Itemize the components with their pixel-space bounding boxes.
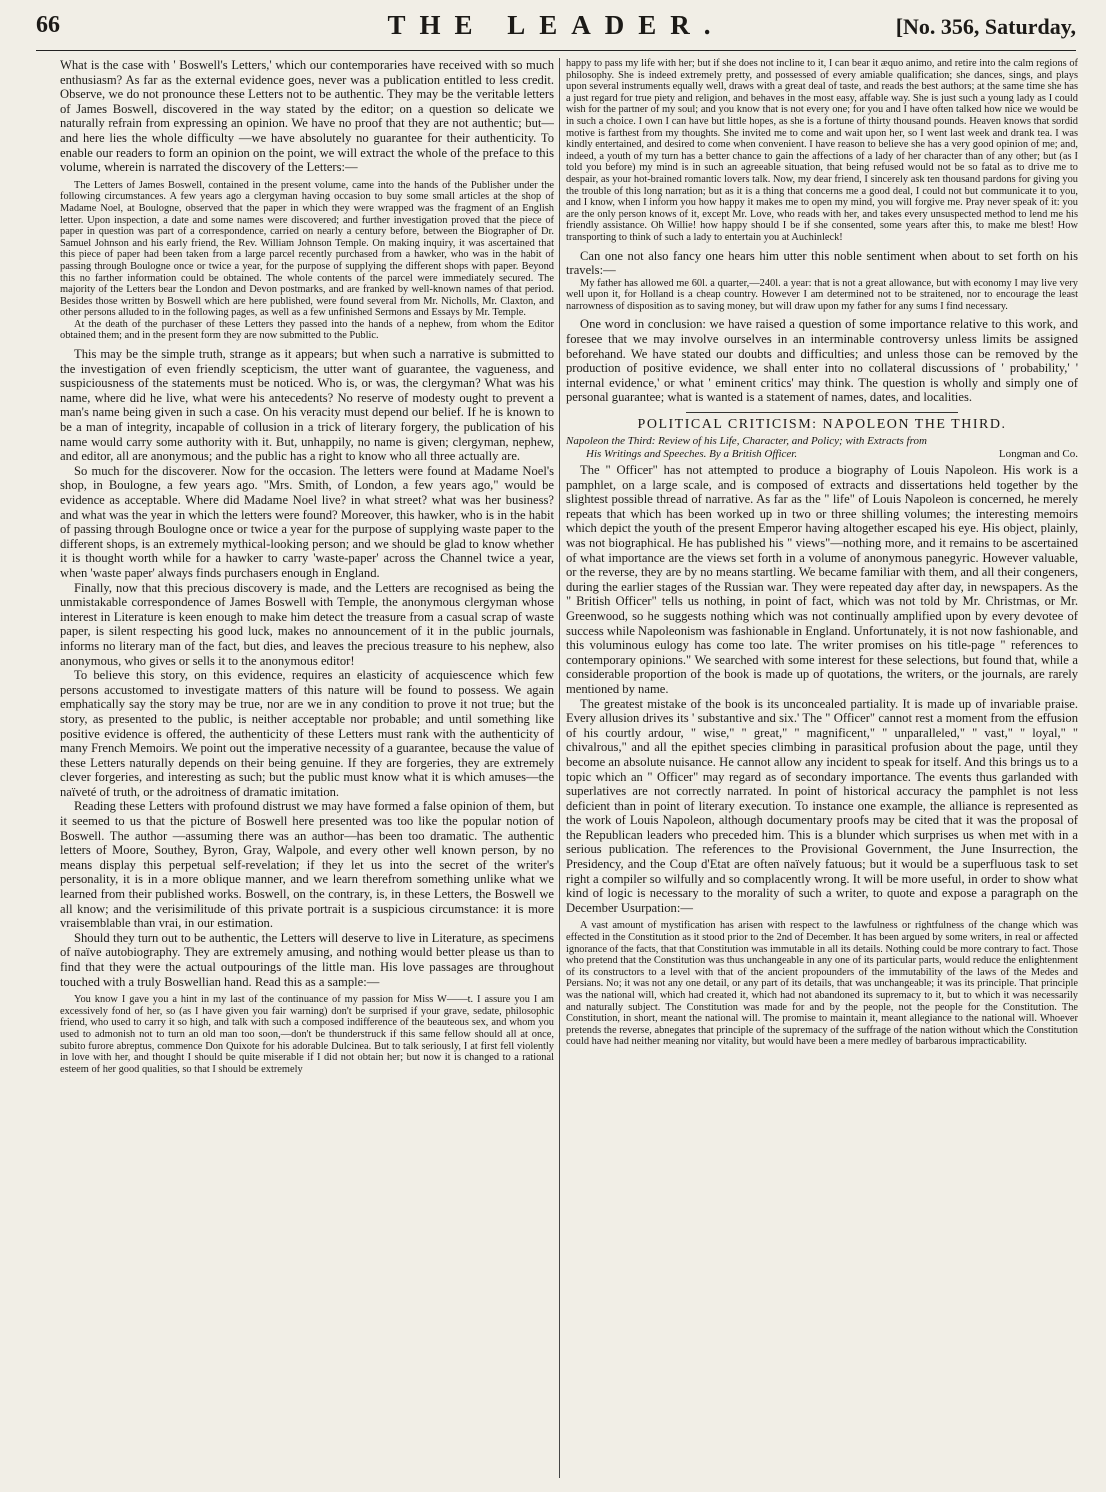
- paragraph: This may be the simple truth, strange as it appears; but when such a narrative is submitted to the investigation of even friendly scepticism, the utter want of guarantee, the vagueness, and suspiciousness of the statements must be noticed. Who is, or was, the clergyman? What was his name, where did he live, what were his antecedents? No reserve of modesty ought to prevent a man's name being given in such a case. On his veracity must depend our belief. If he is known to be a man of integrity, incapable of collusion in a trick of literary forgery, the publication of his name would carry some authority with it. But, unhappily, no name is given; clergyman, nephew, and editor, all are anonymous; and the public has a right to know who all three actually are.: [60, 347, 554, 464]
- preface-extract-end: At the death of the purchaser of these Letters they passed into the hands of a nephew, from whom the Editor obtained them; and in the present form they are now submitted to the Public.: [60, 318, 554, 342]
- right-column: [566, 58, 1078, 1478]
- masthead: [36, 10, 1076, 51]
- left-column: [60, 58, 554, 1478]
- preface-extract: The Letters of James Boswell, contained in the present volume, came into the hands of the Publisher under the following circumstances. A few years ago a clergyman having occasion to buy some small articles at the shop of Madame Noel, at Boulogne, observed that the paper in which they were wrapped was the fragment of an English letter. Upon inspection, a date and some names were discovered; and further investigation proved that the piece of paper in question was part of a correspondence, carried on nearly a century before, between the Biographer of Dr. Samuel Johnson and his early friend, the Rev. William Johnson Temple. On making inquiry, it was ascertained that this piece of paper had been taken from a large parcel recently purchased from a hawker, who was in the habit of passing through Boulogne once or twice a year, for the purpose of supplying the different shops with paper. Beyond this no farther information could be obtained. The whole contents of the parcel were immediately secured. The majority of the Letters bear the London and Devon postmarks, and are franked by well-known names of that period. Besides those written by Boswell which are here published, were found several from Mr. Nicholls, Mr. Claxton, and other persons alluded to in the following pages, as well as a few unfinished Sermons and Essays by Mr. Temple.: [60, 179, 554, 319]
- paragraph: To believe this story, on this evidence, requires an elasticity of acquiescence which few persons accustomed to investigate matters of this nature will be found to possess. We again emphatically say the story may be true, nor are we in any condition to prove it not true; but the story, as presented to the public, is neither acceptable nor probable; and until something like positive evidence is offered, the authenticity of these Letters must rank with the authenticity of many French Memoirs. We point out the imperative necessity of a guarantee, because the value of these Letters naturally depends on their being genuine. If they are forgeries, they are extremely clever forgeries, and interesting as such; but the public must know what it is which amuses—the naïveté of truth, or the adroitness of dramatic imitation.: [60, 668, 554, 799]
- conclusion-paragraph: One word in conclusion: we have raised a question of some importance relative to this work, and foresee that we may involve ourselves in an interminable controversy unless limits be assigned beforehand. We have stated our doubts and difficulties; and unless those can be removed by the production of positive evidence, we shall enter into no collateral discussions of ' probability,' ' internal evidence,' or what ' eminent critics' may think. The question is wholly and simply one of personal guarantee; what is wanted is a statement of names, dates, and localities.: [566, 317, 1078, 405]
- section-heading: POLITICAL CRITICISM: NAPOLEON THE THIRD.: [637, 417, 1007, 433]
- paragraph: Should they turn out to be authentic, the Letters will deserve to live in Literature, as specimens of naïve autobiography. They are extremely amusing, and nothing would better please us than to find that they were the actual outpourings of the little man. His love passages are throughout touched with a truly Boswellian hand. Read this as a sample:—: [60, 930, 554, 989]
- publisher: Longman and Co.: [998, 447, 1078, 460]
- letter-extract: You know I gave you a hint in my last of the continuance of my passion for Miss W——t. I assure you I am excessively fond of her, so (as I have given you fair warning) don't be surprised if your grave, sedate, philosophic friend, who used to carry it so high, and talk with such a composed indifference of the beauteous sex, and whom you used to admonish not to turn an old man too soon,—don't be thunderstruck if this same fellow should all at once, subito furore abreptus, commence Don Quixote for his adorable Dulcinea. But to talk seriously, I at first fell violently in love with her, and thought I should be quite miserable if I did not obtain her; but now it is changed to a rational esteem of her good qualities, so that I should be extremely: [60, 994, 554, 1075]
- column-rule: [559, 58, 560, 1478]
- section-divider: [686, 412, 958, 413]
- review-book-title: Napoleon the Third: Review of his Life, Character, and Policy; with Extracts from: [566, 435, 927, 448]
- issue-line: [No. 356, Saturday,: [895, 14, 1076, 39]
- article-intro: What is the case with ' Boswell's Letters,' which our contemporaries have received with so much enthusiasm? As far as the external evidence goes, never was a publication entitled to less credit. Observe, we do not pronounce these Letters not to be authentic. They may be the veritable letters of James Boswell, discovered in the way stated by the editor; on a question so delicate we naturally refrain from expressing an opinion. We have no proof that they are not authentic; but—and here lies the whole difficulty —we have absolutely no guarantee for their authenticity. To enable our readers to form an opinion on the point, we will extract the whole of the preface to this volume, wherein is narrated the discovery of the Letters:—: [60, 58, 554, 175]
- review-paragraph: The greatest mistake of the book is its unconcealed partiality. It is made up of invariable praise. Every allusion drives its ' substantive and six.' The " Officer" cannot rest a moment from the effusion of his courtly ardour, " wise," " great," " magnificent," " unparalleled," " vast," " loyal," " chivalrous," and all the epithet species climbing in parasitical profusion about the page, until they become an absolute nuisance. He cannot allow any incident to speak for itself. And this brings us to a topic which an " Officer" may regard as of secondary importance. The events thus garlanded with superlatives are not correctly narrated. In point of historical accuracy the pamphlet is not less deficient than in point of literary execution. To instance one example, the alliance is represented as the work of Louis Napoleon, although documentary proofs may be cited that it was the proposal of the Republican leaders who preceded him. This is a blunder which surprises us when met with in a serious publication. The references to the Provisional Government, the June Insurrection, the Presidency, and the Coup d'Etat are often naïvely fatuous; but it would be a superfluous task to set right a compiler so wilfully and so complacently wrong. It will be more useful, in order to show what kind of logic is necessary to the morality of such a writer, to quote and expose a paragraph on the December Usurpation:—: [566, 696, 1078, 915]
- review-book-subtitle: [566, 448, 1078, 461]
- paragraph: Can one not also fancy one hears him utter this noble sentiment when about to set forth on his travels:—: [566, 248, 1078, 278]
- constitution-extract: A vast amount of mystification has arisen with respect to the lawfulness or rightfulness of the change which was effected in the Constitution as it stood prior to the 2nd of December. It has been argued by some writers, in real or affected ignorance of the facts, that that Constitution was immutable in all its details. Nothing could be more contrary to fact. Those who pretend that the Constitution was thus unchangeable in any one of its particular parts, would reduce the enlightenment of its constructors to a level with that of the ancient propounders of the immutability of the laws of the Medes and Persians. No; it was not any one detail, or any part of its details, that was unchangeable; it was its principle. That principle was the national will, which had created it, which had not abandoned its supremacy to it, but to which it was necessarily and naturally subject. The Constitution was made for and by the people, not the people for the Constitution. The Constitution, in short, meant the national will. The promise to maintain it, meant allegiance to the national will. Whoever pretends the reverse, abnegates that principle of the supremacy of the suffrage of the nation without which the Constitution could have had neither meaning nor vitality, but would have been a mere medley of barbarous impracticability.: [566, 920, 1078, 1048]
- review-subtitle-text: His Writings and Speeches. By a British Officer.: [586, 447, 798, 460]
- paragraph: So much for the discoverer. Now for the occasion. The letters were found at Madame Noel's shop, in Boulogne, a few years ago. "Mrs. Smith, of London, a few years ago," would be evidence as acceptable. Where did Madame Noel live? in what street? what was her business? and what was the year in which the letters were found? Moreover, this hawker, who is in the habit of passing through Boulogne once or twice a year for the purpose of supplying waste paper to the different shops, is an extremely mythical-looking person; and we should be glad to know whether it is thought worth while for a hawker to carry 'waste-paper' across the Channel twice a year, when 'waste paper' always finds purchasers enough in England.: [60, 463, 554, 580]
- page-number: 66: [36, 12, 60, 38]
- newspaper-title: THE LEADER.: [387, 10, 725, 40]
- father-extract: My father has allowed me 60l. a quarter,—240l. a year: that is not a great allowance, but with economy I may live very well upon it, for Holland is a cheap country. However I am determined not to be straitened, nor to encourage the least narrowness of disposition as to saving money, but will draw upon my father for any sums I find necessary.: [566, 277, 1078, 312]
- review-paragraph: The " Officer" has not attempted to produce a biography of Louis Napoleon. His work is a pamphlet, on a large scale, and is composed of extracts and dissertations held together by the slightest possible thread of narrative. As far as the " life" of Louis Napoleon is concerned, he merely repeats that which has been worked up in two or three shilling volumes; the interesting memoirs which depict the youth of the present Emperor having altogether escaped his eye. His object, plainly, was not biographical. He has published his " views"—nothing more, and it remains to be ascertained of what importance are the views set forth in a volume of anonymous panegyric. However valuable, or the reverse, they are by no means startling. We became familiar with them, and all their congeners, during the earlier stages of the Russian war. They were repeated day after day, in newspapers. As the " British Officer" tells us nothing, in point of fact, which was not told by Mr. Christmas, or Mr. Greenwood, so he suggests nothing which was not continually amplified upon by every devotee of success while Napoleonism was fashionable in England. Unfortunately, it is not now fashionable, and this voluminous eulogy has come too late. The writer promises on his title-page " references to contemporary opinions." We searched with some interest for these selections, but found that, while a considerable proportion of the book is made up of quotations, the writers, or the journals, are rarely mentioned by name.: [566, 463, 1078, 696]
- letter-extract-continued: happy to pass my life with her; but if she does not incline to it, I can bear it æquo animo, and retire into the calm regions of philosophy. She is indeed extremely pretty, and possessed of every amiable qualification; she dances, sings, and plays upon several instruments equally well, draws with a great deal of taste, and reads the best authors; at the same time she has a just regard for true piety and religion, and behaves in the most easy, affable way. She is just such a young lady as I could wish for the partner of my soul; and you know that is not every one; for you and I have often talked how nice we would be in such a choice. I own I can have but little hopes, as she is a fortune of thirty thousand pounds. Heaven knows that sordid motive is farthest from my thoughts. She invited me to come and wait upon her, so I went last week and drank tea. I was kindly entertained, and desired to come when convenient. I have reason to believe she has a very good opinion of me; and, indeed, a youth of my turn has a better chance to gain the affections of a lady of her character than of any other; but (as I told you before) my mind is in such an agreeable situation, that being refused would not be so fatal as to drive me to despair, as your hot-brained romantic lovers talk. Now, my dear friend, I sincerely ask ten thousand pardons for giving you the trouble of this long narration; but as it is a thing that concerns me a good deal, I could not but communicate it to you, and I know, when I inform you how happy it makes me to open my mind, you will forgive me. Pray never speak of it: you are the only person knows of it, except Mr. Love, who reads with her, and takes every unsuspected method to lend me his friendly assistance. Oh Willie! how happy should I be if she consented, some years after this, to make me blest! How transporting to think of such a lady to entertain you at Auchinleck!: [566, 58, 1078, 243]
- paragraph: Finally, now that this precious discovery is made, and the Letters are recognised as being the unmistakable correspondence of James Boswell with Temple, the anonymous clergyman whose interest in Literature is keen enough to make him detect the treasure from a casual scrap of waste paper, is silent respecting his good luck, makes no announcement of it in the public journals, informs no literary man of the fact, but dies, and leaves the precious treasure to his nephew, also anonymous, who gives or sells it to the anonymous editor!: [60, 580, 554, 668]
- paragraph: Reading these Letters with profound distrust we may have formed a false opinion of them, but it seemed to us that the picture of Boswell here presented was too like the popular notion of Boswell. The author —assuming there was an author—has been too dramatic. The authentic letters of Moore, Southey, Byron, Gray, Walpole, and every other well known person, by no means display this perpetual self-revelation; if they let us into the secret of the writer's personality, it is in a more oblique manner, and we learn therefrom something unlike what we learned from their published works. Boswell, on the contrary, is, in these Letters, the Boswell we all know; and the verisimilitude of this private portrait is a suspicious circumstance: it is more vraisemblable than vrai, in our estimation.: [60, 799, 554, 931]
